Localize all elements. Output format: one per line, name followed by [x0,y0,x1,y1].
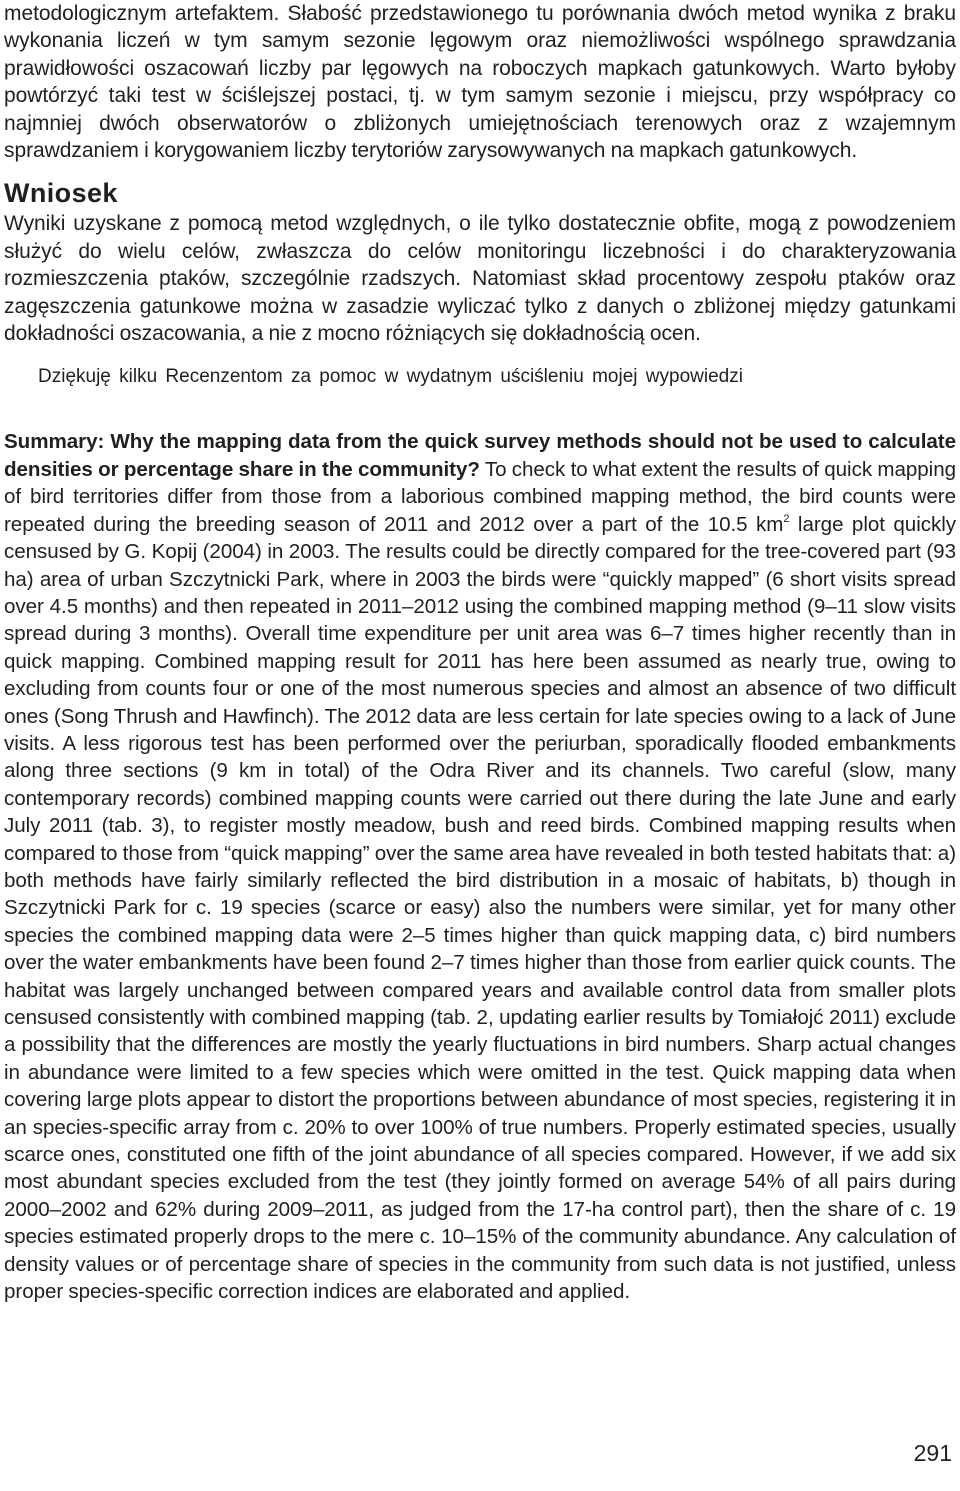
acknowledgement: Dziękuję kilku Recenzentom za pomoc w wydatnym uściśleniu mojej wypowiedzi [38,366,743,388]
area-superscript: 2 [783,512,790,525]
conclusion-paragraph: Wyniki uzyskane z pomocą metod względnych, o ile tylko dostatecznie obfite, mogą z powodzeniem służyć do wielu celów, zwłaszcza do celów monitoringu liczebności i do charakteryzowania rozmieszczenia ptaków, szczególnie rzadszych. Natomiast skład procentowy zespołu ptaków oraz zagęszczenia gatunkowe można w zasadzie wyliczać tylko z danych o zbliżonej między gatunkami dokładności oszacowania, a nie z mocno różniących się dokładnością ocen. [4,212,956,346]
summary-text-part2: large plot quickly censused by G. Kopij (2004) in 2003. The results could be directly compared for the tree-covered part (93 ha) area of urban Szczytnicki Park, where in 2003 the birds were “quickly mapped” (6 short visits spread over 4.5 months) and then repeated in 2011–2012 using the combined mapping method (9–11 slow visits spread during 3 months). Overall time expenditure per unit area was 6–7 times higher recently than in quick mapping. Combined mapping result for 2011 has here been assumed as nearly true, owing to excluding from counts four or one of the most numerous species and almost an absence of two difficult ones (Song Thrush and Hawfinch). The 2012 data are less certain for late species owing to a lack of June visits. A less rigorous test has been performed over the periurban, sporadically flooded embankments along three sections (9 km in total) of the Odra River and its channels. Two careful (slow, many contemporary records) combined mapping counts were carried out there during the late June and early July 2011 (tab. 3), to register mostly meadow, bush and reed birds. Combined mapping results when compared to those from “quick mapping” over the same area have revealed in both tested habitats that: a) both methods have fairly similarly reflected the bird distribution in a mosaic of habitats, b) though in Szczytnicki Park for c. 19 species (scarce or easy) also the numbers were similar, yet for many other species the combined mapping data were 2–5 times higher than quick mapping data, c) bird numbers over the water embankments have been found 2–7 times higher than those from earlier quick counts. The habitat was largely unchanged between compared years and available control data from smaller plots censused consistently with combined mapping (tab. 2, updating earlier results by Tomiałojć 2011) exclude a possibility that the differences are mostly the yearly fluctuations in bird numbers. Sharp actual changes in abundance were limited to a few species which were omitted in the test. Quick mapping data when covering large plots appear to distort the proportions between abundance of most species, registering it in an species-specific array from c. 20% to over 100% of true numbers. Properly estimated species, usually scarce ones, constituted one fifth of the joint abundance of all species compared. However, if we add six most abundant species excluded from the test (they jointly formed on average 54% of all pairs during 2000–2002 and 62% during 2009–2011, as judged from the 17-ha control part), then the share of c. 19 species estimated properly drops to the mere c. 10–15% of the community abundance. Any calculation of density values or of percentage share of species in the community from such data is not justified, unless proper species-specific correction indices are elaborated and applied. [4,512,956,1304]
page-number: 291 [913,1440,952,1466]
summary-paragraph [4,428,956,1305]
conclusion-heading: Wniosek [4,178,118,209]
page-content [4,0,956,1305]
summary-title: Summary: Why the mapping data from the quick survey methods should not be used to calculate densities or percentage share in the community? [4,430,956,481]
intro-paragraph: metodologicznym artefaktem. Słabość przedstawionego tu porównania dwóch metod wynika z braku wykonania liczeń w tym samym sezonie lęgowym oraz niemożliwości wspólnego sprawdzania prawidłowości oszacowań liczby par lęgowych na roboczych mapkach gatunkowych. Warto byłoby powtórzyć taki test w ściślejszej postaci, tj. w tym samym sezonie i miejscu, przy współpracy co najmniej dwóch obserwatorów o zbliżonych umiejętnościach terenowych oraz z wzajemnym sprawdzaniem i korygowaniem liczby terytoriów zarysowywanych na mapkach gatunkowych. [4,2,956,163]
summary-text-part1: To check to what extent the results of quick mapping of bird territories differ from those from a laborious combined mapping method, the bird counts were repeated during the breeding season of 2011 and 2012 over a part of the 10.5 km [4,457,957,536]
